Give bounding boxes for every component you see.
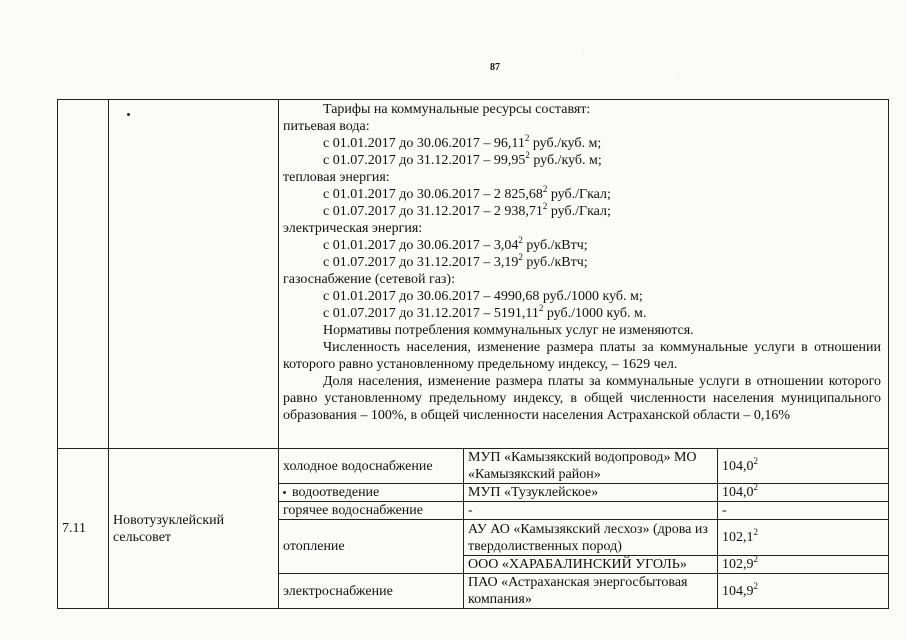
tariff-line: с 01.01.2017 до 30.06.2017 – 96,11$^2$ руб./куб. м;: [323, 133, 602, 151]
tariff-line: с 01.07.2017 до 31.12.2017 – 99,95$^2$ руб./куб. м;: [323, 150, 602, 168]
tariff-line: с 01.07.2017 до 31.12.2017 – 2 938,71$^2$ руб./Гкал;: [323, 201, 611, 219]
tariff-line: с 01.01.2017 до 30.06.2017 – 2 825,68$^2$ руб./Гкал;: [323, 184, 611, 202]
provider-cold-water: МУП «Камызякский водопровод» МО «Камызякский район»: [464, 449, 718, 484]
row-number: 7.11: [58, 449, 109, 609]
tariff-groups: [283, 118, 881, 322]
index-heating-2: 102,9$^2$: [718, 556, 889, 574]
provider-heating-2: ООО «ХАРАБАЛИНСКИЙ УГОЛЬ»: [464, 556, 718, 574]
index-hot-water: -: [718, 502, 889, 520]
table-row: [58, 100, 889, 449]
tariff-line: с 01.07.2017 до 31.12.2017 – 3,19$^2$ руб./кВтч;: [323, 252, 588, 270]
index-cold-water: 104,0$^2$: [718, 449, 889, 484]
empty-number-cell: [58, 100, 109, 449]
population-text: Численность населения, изменение размера платы за коммунальные услуги в отношении которого равно установленному предельному индексу, – 1629 чел.: [283, 340, 881, 372]
tariff-intro: Тарифы на коммунальные ресурсы составят:: [323, 102, 591, 117]
scan-mark: ·: [582, 46, 585, 55]
tariff-group-heading: газоснабжение (сетевой газ):: [283, 272, 455, 287]
page-number: 87: [490, 62, 500, 73]
service-heating: отопление: [279, 520, 464, 574]
service-electricity: электроснабжение: [279, 574, 464, 609]
index-wastewater: 104,0$^2$: [718, 484, 889, 502]
tariff-group-heading: тепловая энергия:: [283, 170, 390, 185]
norms-text: Нормативы потребления коммунальных услуг не изменяются.: [323, 323, 694, 338]
provider-hot-water: -: [464, 502, 718, 520]
tariff-description-cell: [279, 100, 889, 449]
tariff-group-heading: питьевая вода:: [283, 119, 370, 134]
table-row: [58, 449, 889, 484]
provider-electricity: ПАО «Астраханская энергосбытовая компания»: [464, 574, 718, 609]
empty-municipality-cell: [109, 100, 279, 449]
tariff-table: [57, 99, 889, 609]
tariff-line: с 01.01.2017 до 30.06.2017 – 4990,68 руб./1000 куб. м;: [323, 289, 643, 304]
index-heating-1: 102,1$^2$: [718, 520, 889, 556]
provider-wastewater: МУП «Тузуклейское»: [464, 484, 718, 502]
municipality-name: Новотузуклейский сельсовет: [109, 449, 279, 609]
service-cold-water: холодное водоснабжение: [279, 449, 464, 484]
tariff-group-heading: электрическая энергия:: [283, 221, 423, 236]
tariff-line: с 01.01.2017 до 30.06.2017 – 3,04$^2$ руб./кВтч;: [323, 235, 588, 253]
provider-heating-1: АУ АО «Камызякский лесхоз» (дрова из твердолиственных пород): [464, 520, 718, 556]
service-wastewater: водоотведение: [279, 484, 464, 502]
scan-mark: ·: [676, 74, 679, 83]
index-electricity: 104,9$^2$: [718, 574, 889, 609]
tariff-line: с 01.07.2017 до 31.12.2017 – 5191,11$^2$ руб./1000 куб. м.: [323, 303, 647, 321]
share-text: Доля населения, изменение размера платы за коммунальные услуги в отношении которого равно установленному предельному индексу, в общей численности населения муниципального образования – 100%, в общей численности населения Астраханской области – 0,16%: [283, 374, 881, 423]
service-hot-water: горячее водоснабжение: [279, 502, 464, 520]
